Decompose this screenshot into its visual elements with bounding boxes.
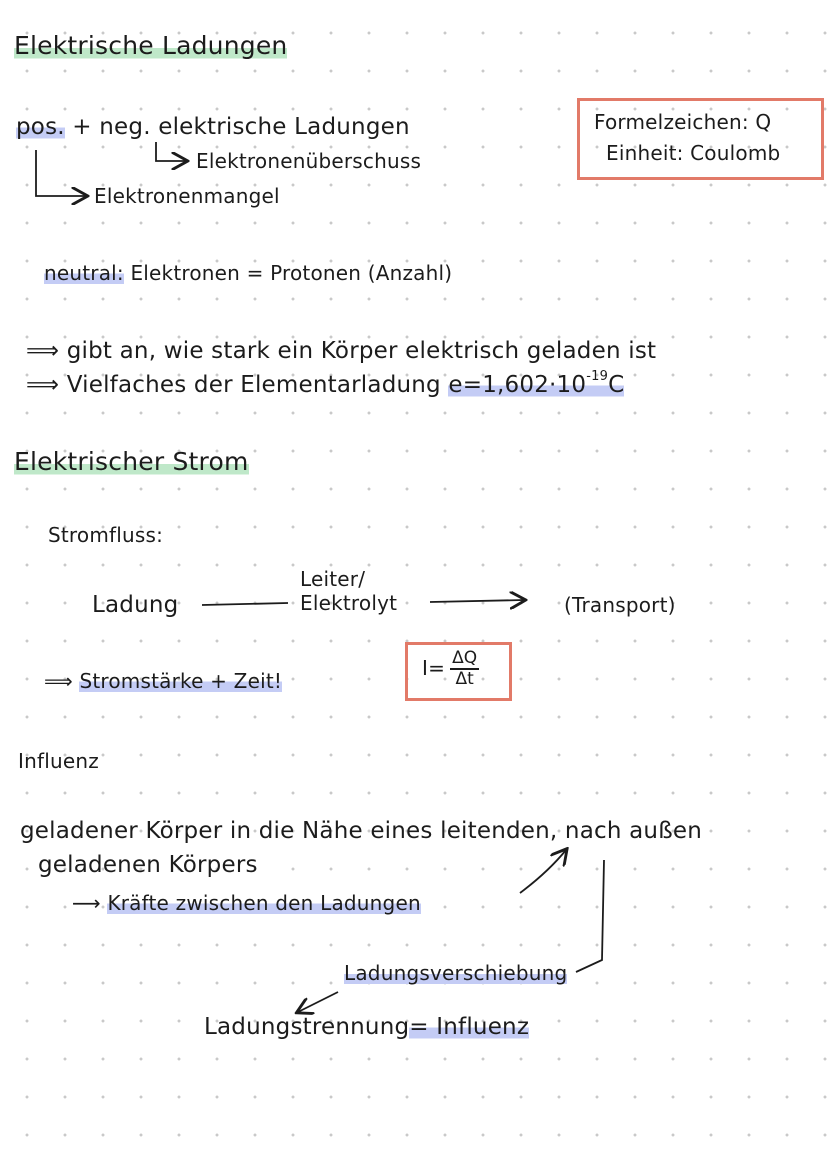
formula-lhs: I= (422, 656, 446, 681)
influenz-line-1-b: leitenden, nach außen (440, 818, 703, 844)
double-arrow-icon: ⟹ (44, 669, 73, 693)
neutral-line (44, 262, 452, 285)
kraefte-text: Kräfte zwischen den Ladungen (107, 891, 421, 915)
stromfluss-label: Stromfluss: (48, 523, 164, 547)
arrow-shift-down (298, 992, 338, 1012)
ladungstrennung-text: Ladungstrennung (204, 1014, 410, 1040)
stromstaerke-line (44, 670, 282, 693)
formula-fraction (450, 649, 479, 688)
neutral-text: Elektronen = Protonen (Anzahl) (130, 261, 453, 285)
influenz-line-2: geladenen Körpers (38, 852, 258, 878)
arrow-neg-branch (156, 142, 186, 161)
stromstaerke-text: Stromstärke + Zeit! (79, 669, 283, 693)
arrow-pos-branch (36, 150, 86, 196)
arrow-line-2 (26, 370, 624, 398)
formula-denominator: Δt (455, 668, 474, 689)
formula-box-charge (577, 98, 824, 180)
double-arrow-icon: ⟹ (26, 338, 60, 364)
influenz-line-1 (20, 818, 702, 844)
flow-leiter: Leiter/ (300, 567, 366, 591)
flow-transport: (Transport) (564, 593, 676, 617)
einheit-text: Einheit: Coulomb (606, 141, 781, 165)
arrow-kraefte-up (520, 850, 566, 893)
pos-label: pos. (16, 114, 65, 140)
elementary-charge-formula: $e=1,602\cdot 10^{-19}C$ (448, 369, 625, 398)
single-arrow-icon: ⟶ (72, 891, 101, 915)
flow-ladung: Ladung (92, 592, 179, 618)
formula-box-current (405, 642, 512, 701)
influenz-result: = Influenz (409, 1014, 530, 1040)
exponent: -19 (586, 369, 609, 384)
ladungsverschiebung-text: Ladungsverschiebung (344, 961, 568, 985)
charges-text: + neg. elektrische Ladungen (72, 114, 410, 140)
heading-elektrischer-strom: Elektrischer Strom (14, 447, 249, 476)
arrow-line-1 (26, 338, 656, 364)
formula-numerator: ΔQ (452, 648, 478, 668)
flow-elektrolyt: Elektrolyt (300, 591, 398, 615)
ladungstrennung-line (204, 1014, 529, 1040)
influenz-line-1-a: geladener Körper in die Nähe eines (20, 818, 433, 844)
arrow-line-1-text: gibt an, wie stark ein Körper elektrisch geladen ist (66, 338, 657, 364)
flow-line-2 (430, 600, 524, 602)
double-arrow-icon: ⟹ (26, 372, 60, 398)
elektronenueberschuss-text: Elektronenüberschuss (196, 149, 422, 173)
arrow-line-2-text: Vielfaches der Elementarladung (66, 372, 441, 398)
heading-elektrische-ladungen: Elektrische Ladungen (14, 31, 288, 60)
arrow-right-down (576, 860, 604, 972)
influenz-line-3 (72, 892, 421, 915)
neutral-label: neutral: (44, 261, 124, 285)
heading-influenz: Influenz (18, 749, 99, 773)
charges-line (16, 114, 410, 140)
elektronenmangel-text: Elektronenmangel (94, 184, 280, 208)
formelzeichen-text: Formelzeichen: Q (594, 110, 772, 134)
flow-line-1 (202, 603, 288, 605)
